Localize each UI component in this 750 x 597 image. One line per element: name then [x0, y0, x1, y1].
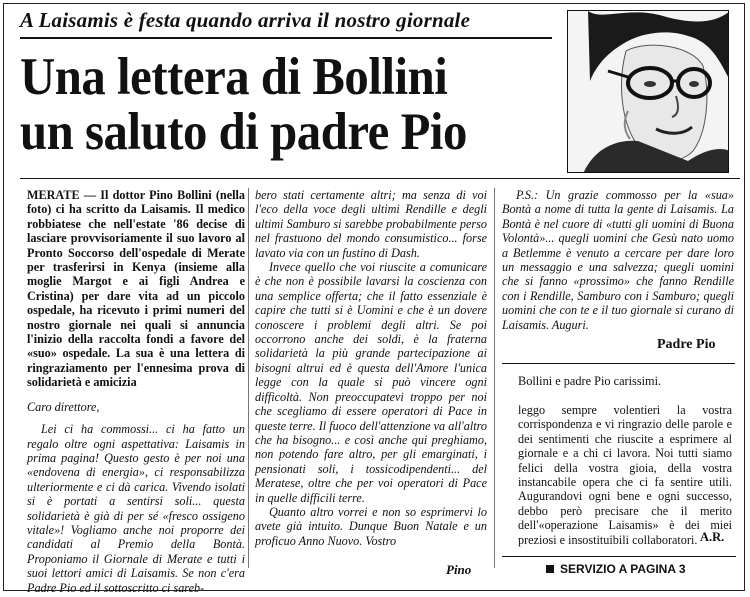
- footer-rule: [502, 556, 736, 557]
- kicker: A Laisamis è festa quando arriva il nostro giornale: [20, 8, 471, 32]
- letter-body-4: Quanto altro vorrei e non so esprimervi lo avete già intuito. Dunque Buon Natale e un proficuo Anno Nuovo. Vostro: [255, 504, 487, 548]
- column-divider: [248, 188, 249, 568]
- lead-paragraph: MERATE — Il dottor Pino Bollini (nella foto) ci ha scritto da Laisamis. Il medico robbiatese che nell'estate '86 decise di lasciare provvisoriamente il suo lavoro al Pronto Soccorso dell'ospedale di Merate per trasferirsi in Kenya (insieme alla moglie Margot e ai figli Andrea e Cristina) per dare vita ad un piccolo ospedale, ha ricevuto i primi numeri del nostro giornale nei quali si annuncia l'inizio della raccolta fondi a favore del «suo» ospedale. La sua è una lettera di ringraziamento per l'ennesima prova di solidarietà e amicizia: [27, 188, 245, 390]
- letter-body-3: Invece quello che voi riuscite a comunicare è che non è possibile lavarsi la coscienza con una semplice offerta; che il fatto essenziale è capire che tutti si è Uomini e che è un dovere conoscere i problemi degli altri. Se poi occorrono anche dei soldi, è la fraterna solidarietà la più grande partecipazione ai bisogni altrui ed è questa dell'Amore l'unica legge con la quale si può vincere ogni difficoltà. Non preoccupatevi troppo per noi che scegliamo di essere operatori di Pace in queste terre. Il fuoco dell'attenzione va all'altro che ha bisogno... e così anche qui preghiamo, non potendo fare altro, per gli emarginati, i pensionati soli, i tossicodipendenti... del Meratese, oltre che per voi operatori di Pace in quelle difficili terre.: [255, 260, 487, 505]
- headline-rule: [20, 178, 740, 179]
- headline-line-2: un saluto di padre Pio: [20, 103, 467, 161]
- reply-body: leggo sempre volentieri la vostra corrispondenza e vi ringrazio delle parole e dei sentimenti che riuscite a esprimere al giornale e a chi ci lavora. Noi tutti siamo felici della vostra gioia, della vostra instancabile opera che ci fa sentire utili. Augurandovi ogni bene e ogni successo, debbo però precisare che il merito dell'«operazione Laisamis» è dei miei preziosi e insostituibili collaboratori.: [518, 403, 732, 547]
- headline-line-1: Una lettera di Bollini: [20, 48, 448, 106]
- signature-ar: A.R.: [700, 530, 725, 544]
- salutation: Caro direttore,: [27, 399, 100, 414]
- continuation-text: SERVIZIO A PAGINA 3: [560, 562, 686, 576]
- reply-greeting: Bollini e padre Pio carissimi.: [518, 374, 662, 388]
- continuation-note: [546, 562, 686, 576]
- portrait-photo: [567, 10, 729, 173]
- portrait-illustration: [568, 11, 729, 173]
- kicker-rule: [20, 37, 552, 39]
- editor-reply: [502, 363, 735, 554]
- column-1: [27, 188, 245, 595]
- square-bullet-icon: [546, 565, 554, 573]
- column-2: [255, 188, 487, 548]
- signature-pino: Pino: [446, 562, 472, 577]
- column-3: [502, 188, 734, 332]
- column-divider: [494, 188, 495, 568]
- letter-body-2: bero stati certamente altri; ma senza di voi l'eco della voce degli ultimi Rendille e degli ultimi Samburo si sarebbe probabilmente perso nel frastuono del mondo consumistico... forse lavato via con un fustino di Dash.: [255, 188, 487, 260]
- headline: [20, 50, 517, 160]
- postscript: P.S.: Un grazie commosso per la «sua» Bontà a nome di tutta la gente di Laisamis. La Bontà è nel cuore di «tutti gli uomini di Buona Volontà»... quegli uomini che Gesù nato uomo a Betlemme è venuto a cercare per dare loro un messaggio e una salvezza; quegli uomini che si fanno «prossimo» che fanno Rendille con i Rendille, Samburo con i Samburo; quegli uomini che con te e il tuo giornale si curano di Laisamis. Auguri.: [502, 188, 734, 332]
- signature-padre-pio: Padre Pio: [657, 337, 716, 352]
- letter-body-1: Lei ci ha commossi... ci ha fatto un regalo oltre ogni aspettativa: Laisamis in prima pagina! Questo gesto è per noi una «endovena di energia», ci responsabilizza ulteriormente e ci dà carica. Vivendo isolati si è portati a sentirsi soli... questa solidarietà è già di per sé «fresco ossigeno vitale»! Vogliamo anche noi proporre dei candidati al Premio della Bontà. Proponiamo il Giornale di Merate e tutti i suoi lettori amici di Laisamis. Se non c'era Padre Pio ed il sottoscritto ci sareb-: [27, 422, 245, 595]
